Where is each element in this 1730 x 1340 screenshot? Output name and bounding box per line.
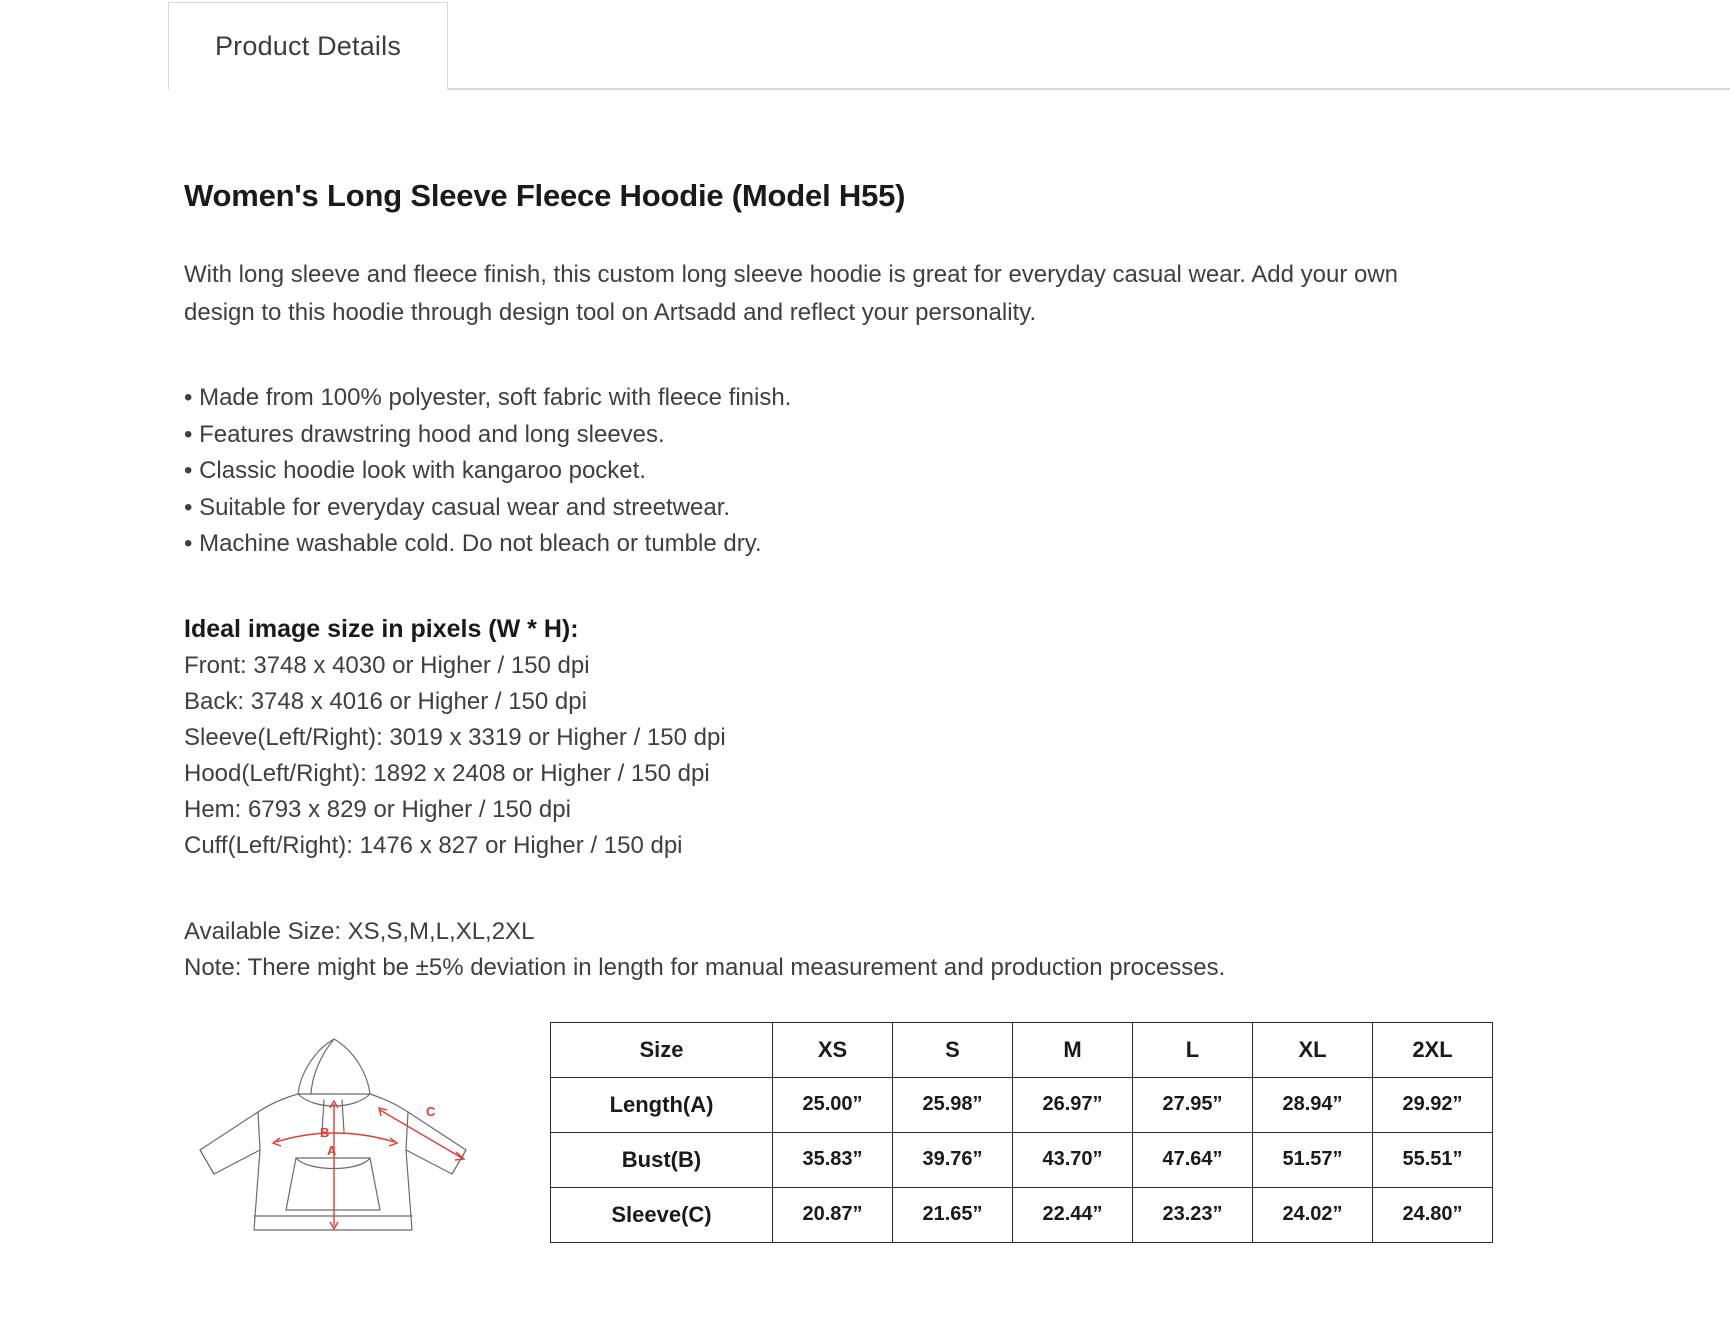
cell-length-s: 25.98” xyxy=(893,1077,1013,1132)
tab-bar xyxy=(168,0,1730,90)
product-intro: With long sleeve and fleece finish, this custom long sleeve hoodie is great for everyday casual wear. Add your own design to this hoodie through design tool on Artsadd and reflect your personality. xyxy=(184,261,1399,326)
size-chart-table xyxy=(550,1022,1493,1243)
column-header-xs: XS xyxy=(773,1022,893,1077)
table-header-row xyxy=(551,1022,1493,1077)
list-item: • Machine washable cold. Do not bleach or tumble dry. xyxy=(184,530,762,557)
table-row xyxy=(551,1132,1493,1187)
row-label-sleeve: Sleeve(C) xyxy=(551,1187,773,1242)
tab-active-indicator xyxy=(170,88,446,91)
cell-sleeve-s: 21.65” xyxy=(893,1187,1013,1242)
column-header-xl: XL xyxy=(1253,1022,1373,1077)
cell-bust-xs: 35.83” xyxy=(773,1132,893,1187)
column-header-s: S xyxy=(893,1022,1013,1077)
cell-bust-m: 43.70” xyxy=(1013,1132,1133,1187)
list-item: • Features drawstring hood and long sleeves. xyxy=(184,420,665,448)
list-item: Hood(Left/Right): 1892 x 2408 or Higher / 150 dpi xyxy=(184,759,710,787)
cell-length-2xl: 29.92” xyxy=(1373,1077,1493,1132)
list-item: Back: 3748 x 4016 or Higher / 150 dpi xyxy=(184,687,587,715)
cell-sleeve-xl: 24.02” xyxy=(1253,1187,1373,1242)
available-size-text: Available Size: XS,S,M,L,XL,2XL xyxy=(184,917,535,945)
cell-length-xl: 28.94” xyxy=(1253,1077,1373,1132)
cell-bust-xl: 51.57” xyxy=(1253,1132,1373,1187)
table-row xyxy=(551,1187,1493,1242)
cell-sleeve-l: 23.23” xyxy=(1133,1187,1253,1242)
size-guide-block xyxy=(184,1022,1730,1265)
measurement-note: Note: There might be ±5% deviation in length for manual measurement and production processes. xyxy=(184,953,1226,981)
column-header-l: L xyxy=(1133,1022,1253,1077)
image-size-heading: Ideal image size in pixels (W * H): xyxy=(184,614,579,643)
list-item: Cuff(Left/Right): 1476 x 827 or Higher / 150 dpi xyxy=(184,831,683,859)
hoodie-diagram-svg xyxy=(184,1030,556,1260)
list-item: Hem: 6793 x 829 or Higher / 150 dpi xyxy=(184,795,571,823)
cell-bust-s: 39.76” xyxy=(893,1132,1013,1187)
cell-sleeve-m: 22.44” xyxy=(1013,1187,1133,1242)
cell-length-m: 26.97” xyxy=(1013,1077,1133,1132)
column-header-2xl: 2XL xyxy=(1373,1022,1493,1077)
row-label-bust: Bust(B) xyxy=(551,1132,773,1187)
table-row xyxy=(551,1077,1493,1132)
product-feature-list xyxy=(184,380,1730,563)
column-header-size: Size xyxy=(551,1022,773,1077)
cell-bust-l: 47.64” xyxy=(1133,1132,1253,1187)
list-item: Front: 3748 x 4030 or Higher / 150 dpi xyxy=(184,651,590,679)
image-size-list xyxy=(184,648,1730,864)
cell-bust-2xl: 55.51” xyxy=(1373,1132,1493,1187)
cell-sleeve-2xl: 24.80” xyxy=(1373,1187,1493,1242)
row-label-length: Length(A) xyxy=(551,1077,773,1132)
list-item: • Suitable for everyday casual wear and streetwear. xyxy=(184,493,731,521)
hoodie-measurement-diagram xyxy=(184,1022,556,1265)
diagram-label-b: B xyxy=(320,1124,330,1140)
product-details-panel xyxy=(0,178,1730,1265)
cell-length-xs: 25.00” xyxy=(773,1077,893,1132)
availability-block xyxy=(184,914,1730,986)
tab-product-details-label: Product Details xyxy=(214,31,402,61)
tab-product-details[interactable] xyxy=(168,2,448,90)
page-title: Women's Long Sleeve Fleece Hoodie (Model H55) xyxy=(184,178,906,213)
list-item: • Classic hoodie look with kangaroo pocket. xyxy=(184,457,646,484)
cell-length-l: 27.95” xyxy=(1133,1077,1253,1132)
list-item: • Made from 100% polyester, soft fabric with fleece finish. xyxy=(184,384,792,411)
list-item: Sleeve(Left/Right): 3019 x 3319 or Higher / 150 dpi xyxy=(184,723,726,751)
column-header-m: M xyxy=(1013,1022,1133,1077)
cell-sleeve-xs: 20.87” xyxy=(773,1187,893,1242)
diagram-label-a: A xyxy=(327,1142,337,1158)
diagram-label-c: C xyxy=(426,1103,436,1119)
